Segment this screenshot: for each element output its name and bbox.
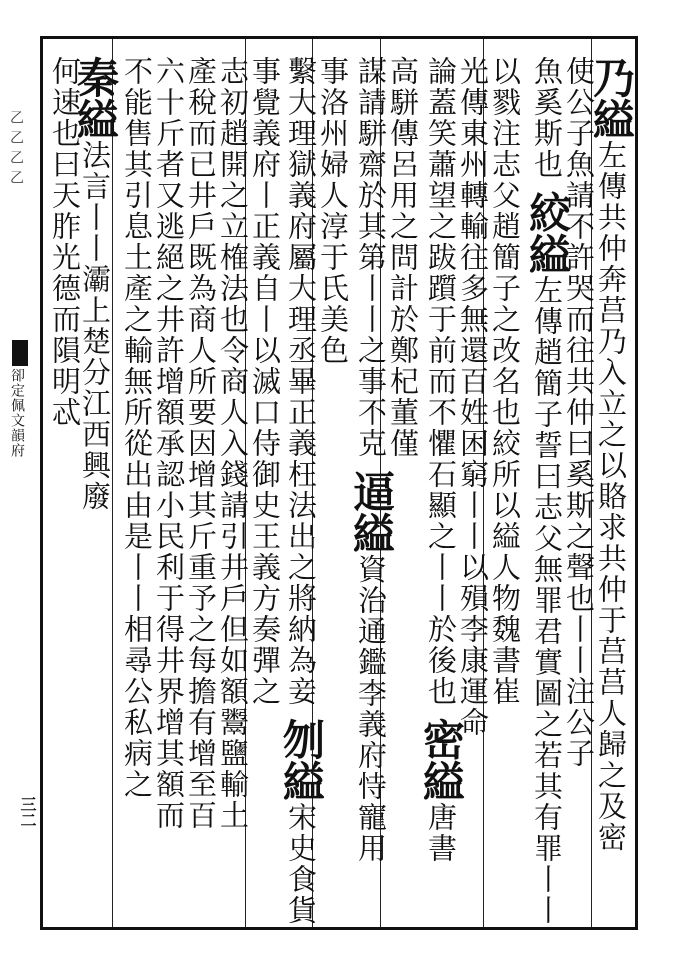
page-margin [6, 50, 36, 930]
text-column-6 [417, 56, 466, 865]
column-text: 不能售其引息土產之輸無所從出由是丨丨相尋公私病之 [120, 56, 154, 800]
text-column-15 [118, 56, 156, 800]
page-number: 三二 [18, 796, 37, 828]
margin-fold-marks: 乙乙乙乙 [8, 110, 24, 190]
column-text: 法言丨丨灞上楚分江西興廢 [78, 140, 112, 512]
column-text: 六十斤者又逃絕之井許增額承認小民利于得井界增其額而 [152, 56, 186, 831]
column-text: 事覺義府丨正義自丨以滅口侍御史王義方奏彈之 [248, 56, 282, 707]
column-text: 左傳趙簡子誓曰志父無罪君實圖之若其有罪丨丨 [530, 275, 564, 927]
text-column-8 [347, 56, 396, 865]
column-text: 宋史食貨 [284, 802, 318, 927]
entry-heading: 刎縊 [277, 718, 326, 803]
column-text: 何速也曰天胙光德而隕明忒 [48, 56, 82, 428]
book-title: 卻定佩文韻府 [9, 368, 25, 458]
column-text: 光傳東州轉輸往多無還百姓困窮丨丨以殞李康運命 [456, 56, 490, 738]
text-column-17 [46, 56, 84, 428]
text-column-10 [277, 56, 326, 927]
margin-block-mark [12, 340, 28, 366]
column-text: 高駢傳呂用之問計於鄭杞董僅 [386, 56, 420, 459]
entry-heading: 乃縊 [587, 56, 636, 140]
column-text: 左傳共仲奔莒乃入立之以賂求共仲于莒莒人歸之及密 [594, 140, 628, 853]
column-text: 唐書 [424, 802, 458, 865]
column-text: 謀請駢齋於其第丨丨之事不克 [354, 56, 388, 459]
entry-heading: 密縊 [417, 718, 466, 803]
entry-heading: 絞縊 [523, 191, 572, 276]
column-text: 事洛州婦人淳于氏美色 [316, 56, 350, 366]
column-text: 志初趙開之立榷法也令商人入錢請引井戶但如額鬻鹽輸土 [216, 56, 250, 831]
column-text: 使公子魚請不許哭而往共仲曰奚斯之聲也丨丨注公子 [562, 56, 596, 769]
column-text: 以戮注志父趙簡子之改名也絞所以縊人物魏書崔 [488, 56, 522, 707]
column-text: 資治通鑑李義府恃寵用 [354, 554, 388, 865]
text-column-3 [523, 56, 572, 927]
column-text: 產稅而已井戶既為商人所要因增其斤重予之每擔有增至百 [184, 56, 218, 831]
column-text: 論蓋笑蕭望之跋躓于前而不懼石顯之丨丨於後也 [424, 56, 458, 707]
entry-heading: 逼縊 [347, 470, 396, 555]
column-text: 魚奚斯也 [530, 56, 564, 180]
entry-heading: 秦縊 [71, 56, 120, 140]
column-text: 繫大理獄義府屬大理丞畢正義枉法出之將納為妾 [284, 56, 318, 707]
